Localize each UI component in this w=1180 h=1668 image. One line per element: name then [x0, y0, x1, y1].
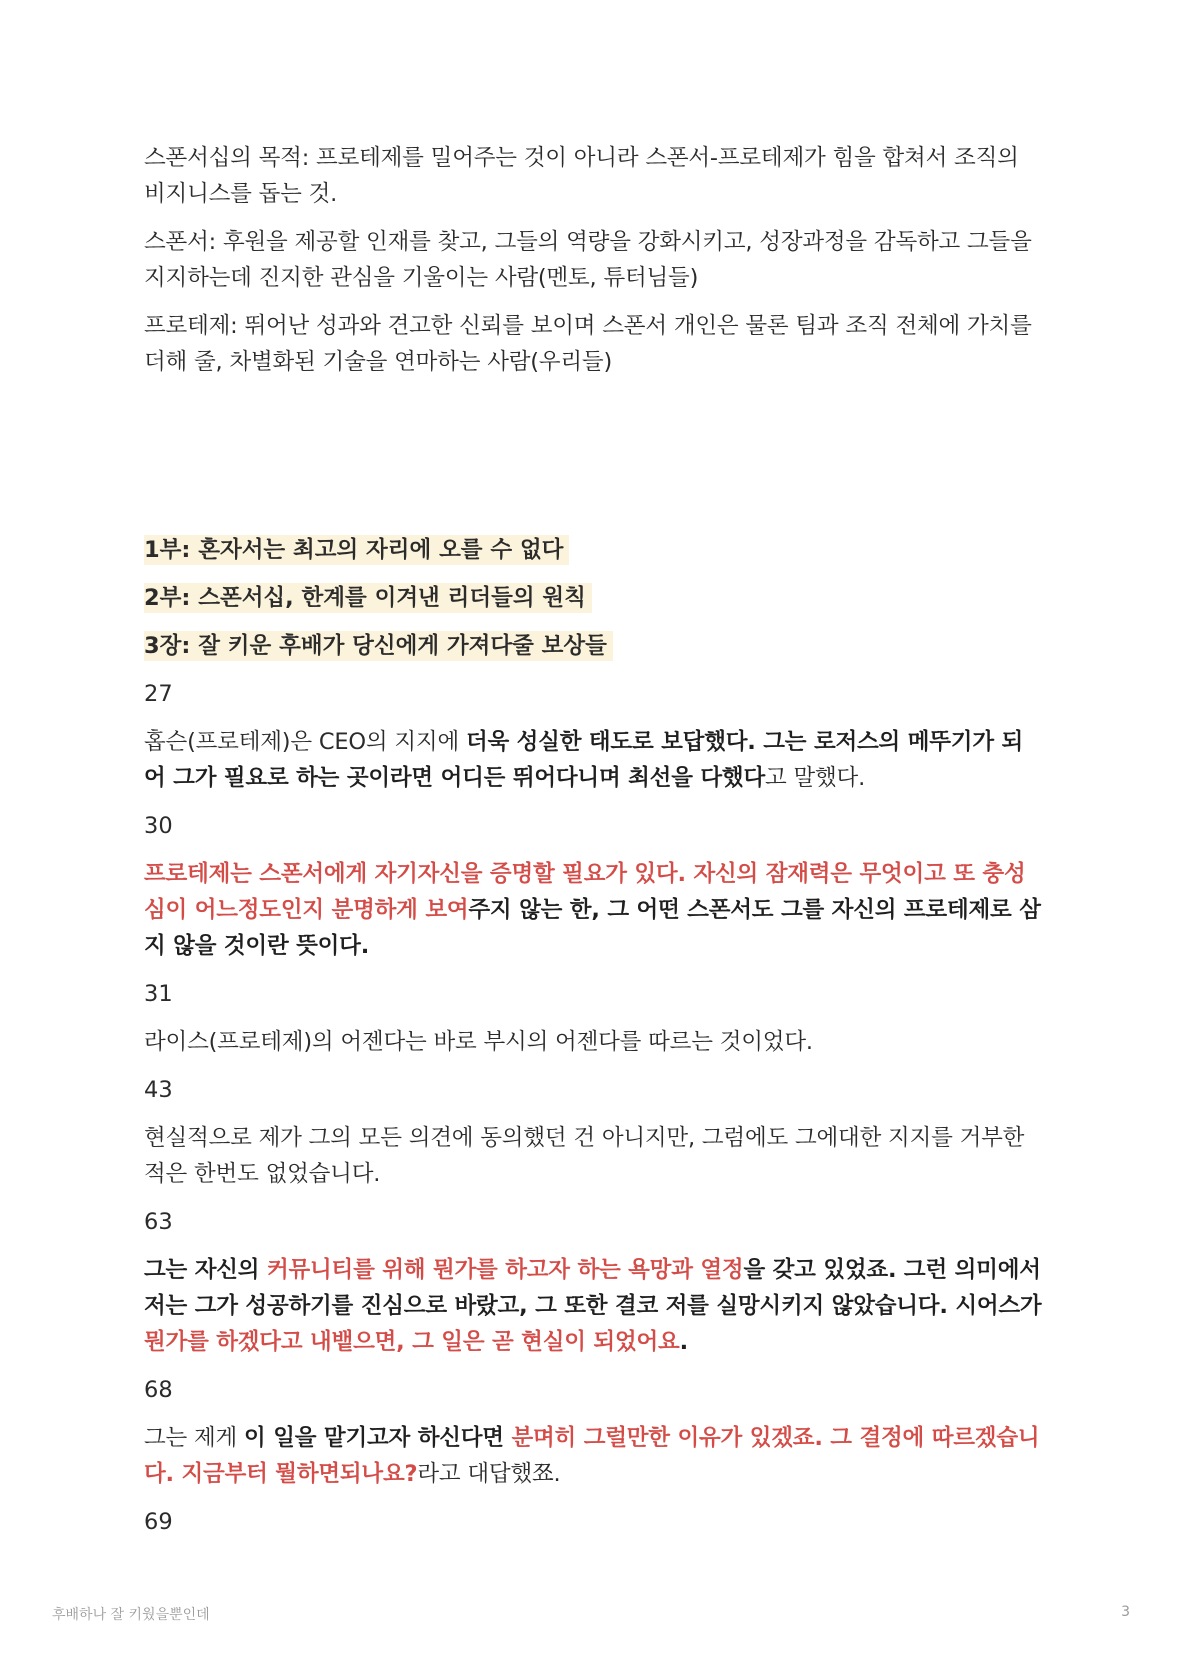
footer-document-title: 후배하나 잘 키웠을뿐인데	[52, 1607, 210, 1623]
page-ref-31: 31	[144, 981, 173, 1007]
heading-part1	[144, 532, 1044, 568]
note-bold: 이 일을 맡기고자 하신다면	[244, 1425, 512, 1451]
note-68	[144, 1420, 1044, 1492]
highlighted-text: 2부: 스폰서십, 한계를 이겨낸 리더들의 원칙	[144, 583, 592, 613]
footer-page-number: 3	[1121, 1604, 1130, 1620]
protege-definition: 프로테제: 뛰어난 성과와 견고한 신뢰를 보이며 스폰서 개인은 물론 팀과 조직 전체에 가치를 더해 줄, 차별화된 기술을 연마하는 사람(우리들)	[144, 313, 1032, 375]
page-ref-43: 43	[144, 1077, 173, 1103]
note-bold: 을 갖고 있었죠. 그런 의미에서 저는 그가 성공하기를 진심으로 바랐고, 그 또한 결코 저를 실망시키지 않았습니다. 시어스가	[144, 1257, 1042, 1319]
heading-chapter3	[144, 628, 1044, 664]
note-30	[144, 856, 1044, 964]
page-ref-68: 68	[144, 1377, 173, 1403]
note-text: 홉슨(프로테제)은 CEO의 지지에	[144, 729, 466, 755]
note-red: 뭔가를 하겠다고 내뱉으면, 그 일은 곧 현실이 되었어요	[144, 1329, 680, 1355]
highlighted-text: 3장: 잘 키운 후배가 당신에게 가져다줄 보상들	[144, 631, 613, 661]
note-43: 현실적으로 제가 그의 모든 의견에 동의했던 건 아니지만, 그럼에도 그에대한 지지를 거부한 적은 한번도 없었습니다.	[144, 1125, 1025, 1187]
note-text: 라고 대답했쬬.	[417, 1461, 561, 1487]
note-red: 분며히 그럴만한 이유가 있겠죠. 그 결정에 따르겠습니다. 지금부터 뭘하면되나요?	[144, 1425, 1040, 1487]
note-bold: .	[679, 1329, 688, 1355]
note-bold: 그는 자신의	[144, 1257, 267, 1283]
sponsor-definition: 스폰서: 후원을 제공할 인재를 찾고, 그들의 역량을 강화시키고, 성장과정을 감독하고 그들을 지지하는데 진지한 관심을 기울이는 사람(멘토, 튜터님들)	[144, 229, 1032, 291]
note-text: 그는 제게	[144, 1425, 245, 1451]
page-ref-69: 69	[144, 1509, 173, 1535]
note-bold: 주지 않는 한, 그 어떤 스폰서도 그를 자신의 프로테제로 삼지 않을 것이란 뜻이다.	[144, 897, 1041, 959]
note-27	[144, 724, 1044, 796]
note-red: 커뮤니티를 위해 뭔가를 하고자 하는 욕망과 열정	[266, 1257, 744, 1283]
page-ref-63: 63	[144, 1209, 173, 1235]
note-63	[144, 1252, 1044, 1360]
spacer	[144, 392, 1044, 532]
page-ref-27: 27	[144, 681, 173, 707]
highlighted-text: 1부: 혼자서는 최고의 자리에 오를 수 없다	[144, 535, 569, 565]
note-text: 고 말했다.	[764, 765, 866, 791]
sponsorship-purpose: 스폰서십의 목적: 프로테제를 밀어주는 것이 아니라 스폰서-프로테제가 힘을 합쳐서 조직의 비지니스를 돕는 것.	[144, 145, 1019, 207]
note-bold: 더욱 성실한 태도로 보답했다. 그는 로저스의 메뚜기가 되어 그가 필요로 하는 곳이라면 어디든 뛰어다니며 최선을 다했다	[144, 729, 1024, 791]
heading-part2	[144, 580, 1044, 616]
note-red: 프로테제는 스폰서에게 자기자신을 증명할 필요가 있다. 자신의 잠재력은 무엇이고 또 충성심이 어느정도인지 분명하게 보여	[144, 861, 1026, 923]
note-31: 라이스(프로테제)의 어젠다는 바로 부시의 어젠다를 따르는 것이었다.	[144, 1029, 813, 1055]
document-body	[144, 140, 1044, 1552]
page-ref-30: 30	[144, 813, 173, 839]
